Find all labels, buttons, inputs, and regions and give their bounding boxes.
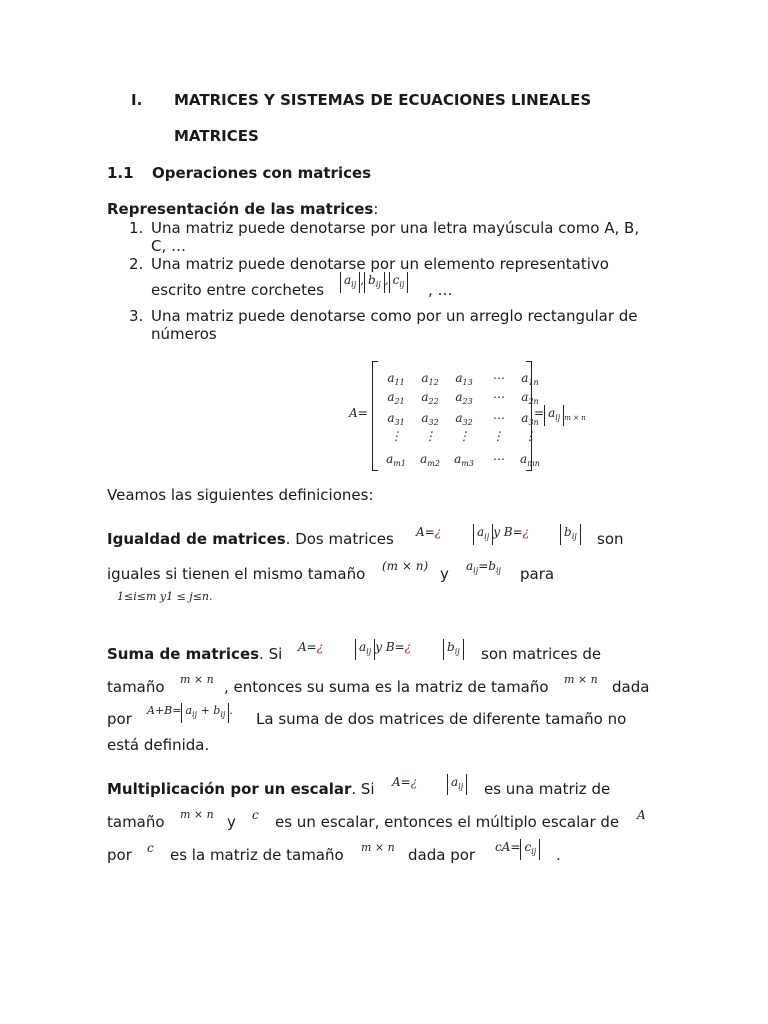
- suma-formula-a: A=¿: [298, 640, 324, 654]
- igualdad-title: Igualdad de matrices: [107, 530, 286, 548]
- text: iguales si tienen el mismo tamaño: [107, 565, 366, 583]
- matrix-entry: ⋮: [492, 429, 504, 443]
- matrix-entry: $a_{2n}$: [521, 390, 539, 406]
- matrix-entry: ⋮: [390, 429, 402, 443]
- matrix: [372, 361, 540, 471]
- matrix-entry: $a_{23}$: [455, 390, 473, 406]
- list-item-3: [129, 307, 638, 325]
- list-number: 3.: [129, 307, 144, 325]
- list-text: Una matriz puede denotarse por un elemento representativo: [151, 255, 609, 273]
- escalar-formula-b: $a_{ij}$: [447, 774, 467, 795]
- list-item-2: [129, 255, 609, 273]
- list-text: escrito entre corchetes: [151, 281, 325, 299]
- text: para: [520, 565, 555, 583]
- definitions-intro: Veamos las siguientes definiciones:: [107, 486, 374, 504]
- text: tamaño: [107, 678, 165, 696]
- matrix-entry: ⋯: [492, 371, 504, 385]
- matrix-entry: $a_{1n}$: [521, 371, 539, 387]
- text: son: [597, 530, 624, 548]
- escalar-definition: Multiplicación por un escalar. Si: [107, 780, 375, 798]
- matrix-entry: $a_{21}$: [387, 390, 405, 406]
- size-formula: m × n: [180, 808, 214, 821]
- text: y: [440, 565, 449, 583]
- size-formula: m × n: [180, 673, 214, 686]
- sum-formula: $A+B= a_{ij} + b_{ij}$ .: [147, 703, 233, 723]
- escalar-title: Multiplicación por un escalar: [107, 780, 352, 798]
- chapter-title: MATRICES Y SISTEMAS DE ECUACIONES LINEALES: [174, 91, 592, 109]
- text: .: [556, 846, 561, 864]
- text: dada por: [408, 846, 476, 864]
- representation-heading: [107, 200, 378, 218]
- list-text: Una matriz puede denotarse por una letra mayúscula como A, B,: [151, 219, 640, 237]
- text: está definida.: [107, 736, 210, 754]
- scalar-symbol: c: [147, 841, 154, 855]
- text: por: [107, 846, 132, 864]
- matrix-entry: $a_{12}$: [421, 371, 439, 387]
- matrix-entry: ⋯: [492, 452, 504, 466]
- bracket-notation: $a_{ij}$ , $b_{ij}$ , $c_{ij}$: [340, 272, 408, 293]
- text: son matrices de: [481, 645, 602, 663]
- size-formula: (m × n): [382, 559, 429, 573]
- range-formula: 1≤i≤m y1 ≤ j≤n.: [117, 590, 213, 603]
- text: y: [227, 813, 236, 831]
- matrix-symbol: A: [637, 808, 646, 822]
- size-formula: m × n: [564, 673, 598, 686]
- matrix-entry: $a_{13}$: [455, 371, 473, 387]
- suma-definition: Suma de matrices. Si: [107, 645, 283, 663]
- list-text: números: [151, 325, 217, 343]
- list-text: C, …: [151, 237, 187, 255]
- escalar-formula-a: A=¿: [392, 775, 418, 789]
- list-text: , …: [428, 281, 453, 299]
- matrix-entry: ⋯: [492, 411, 504, 425]
- matrix-entry: ⋮: [424, 429, 436, 443]
- igualdad-formula-a: A=¿: [416, 525, 442, 539]
- suma-title: Suma de matrices: [107, 645, 260, 663]
- text: tamaño: [107, 813, 165, 831]
- matrix-entry: $a_{22}$: [421, 390, 439, 406]
- text: es la matriz de tamaño: [170, 846, 344, 864]
- matrix-entry: $a_{11}$: [387, 371, 405, 387]
- matrix-entry: $a_{32}$: [421, 411, 439, 427]
- matrix-lhs: A=: [349, 406, 368, 420]
- matrix-entry: $a_{32}$: [455, 411, 473, 427]
- igualdad-definition: Igualdad de matrices. Dos matrices: [107, 530, 394, 548]
- section-number: 1.1: [107, 164, 134, 182]
- matrix-entry: $a_{m3}$: [454, 452, 474, 468]
- list-number: 1.: [129, 219, 144, 237]
- igualdad-formula-b: $a_{ij}$ y B=¿: [473, 524, 529, 545]
- representation-title: Representación de las matrices: [107, 200, 374, 218]
- condition-formula: $a_{ij}=b_{ij}$: [466, 559, 501, 575]
- matrix-entry: ⋯: [492, 390, 504, 404]
- suma-formula-c: $b_{ij}$: [443, 639, 464, 660]
- text: es un escalar, entonces el múltiplo escalar de: [275, 813, 620, 831]
- matrix-entry: $a_{m1}$: [386, 452, 406, 468]
- matrix-left-bracket: [372, 361, 378, 471]
- chapter-subtitle: MATRICES: [174, 127, 259, 145]
- suma-formula-b: $a_{ij}$ y B=¿: [355, 639, 411, 660]
- scalar-symbol: c: [252, 808, 259, 822]
- list-item-1: [129, 219, 639, 237]
- size-formula: m × n: [361, 841, 395, 854]
- text: por: [107, 710, 132, 728]
- list-number: 2.: [129, 255, 144, 273]
- heading-roman-numeral: I.: [131, 91, 143, 109]
- text: La suma de dos matrices de diferente tamaño no: [256, 710, 627, 728]
- matrix-entry: $a_{m2}$: [420, 452, 440, 468]
- text: dada: [612, 678, 650, 696]
- matrix-entry: ⋮: [524, 429, 536, 443]
- matrix-rhs: = $a_{ij}$ $_{m \times n}$: [534, 405, 586, 426]
- matrix-entry: ⋮: [458, 429, 470, 443]
- igualdad-formula-c: $b_{ij}$: [560, 524, 581, 545]
- scalar-formula: $cA= c_{ij}$: [495, 839, 540, 860]
- text: es una matriz de: [484, 780, 611, 798]
- representation-colon: :: [373, 200, 379, 218]
- list-text: Una matriz puede denotarse como por un arreglo rectangular de: [151, 307, 638, 325]
- section-title: Operaciones con matrices: [152, 164, 372, 182]
- matrix-entry: $a_{mn}$: [520, 452, 540, 468]
- text: , entonces su suma es la matriz de tamaño: [224, 678, 549, 696]
- matrix-entry: $a_{31}$: [387, 411, 405, 427]
- matrix-entry: $a_{3n}$: [521, 411, 539, 427]
